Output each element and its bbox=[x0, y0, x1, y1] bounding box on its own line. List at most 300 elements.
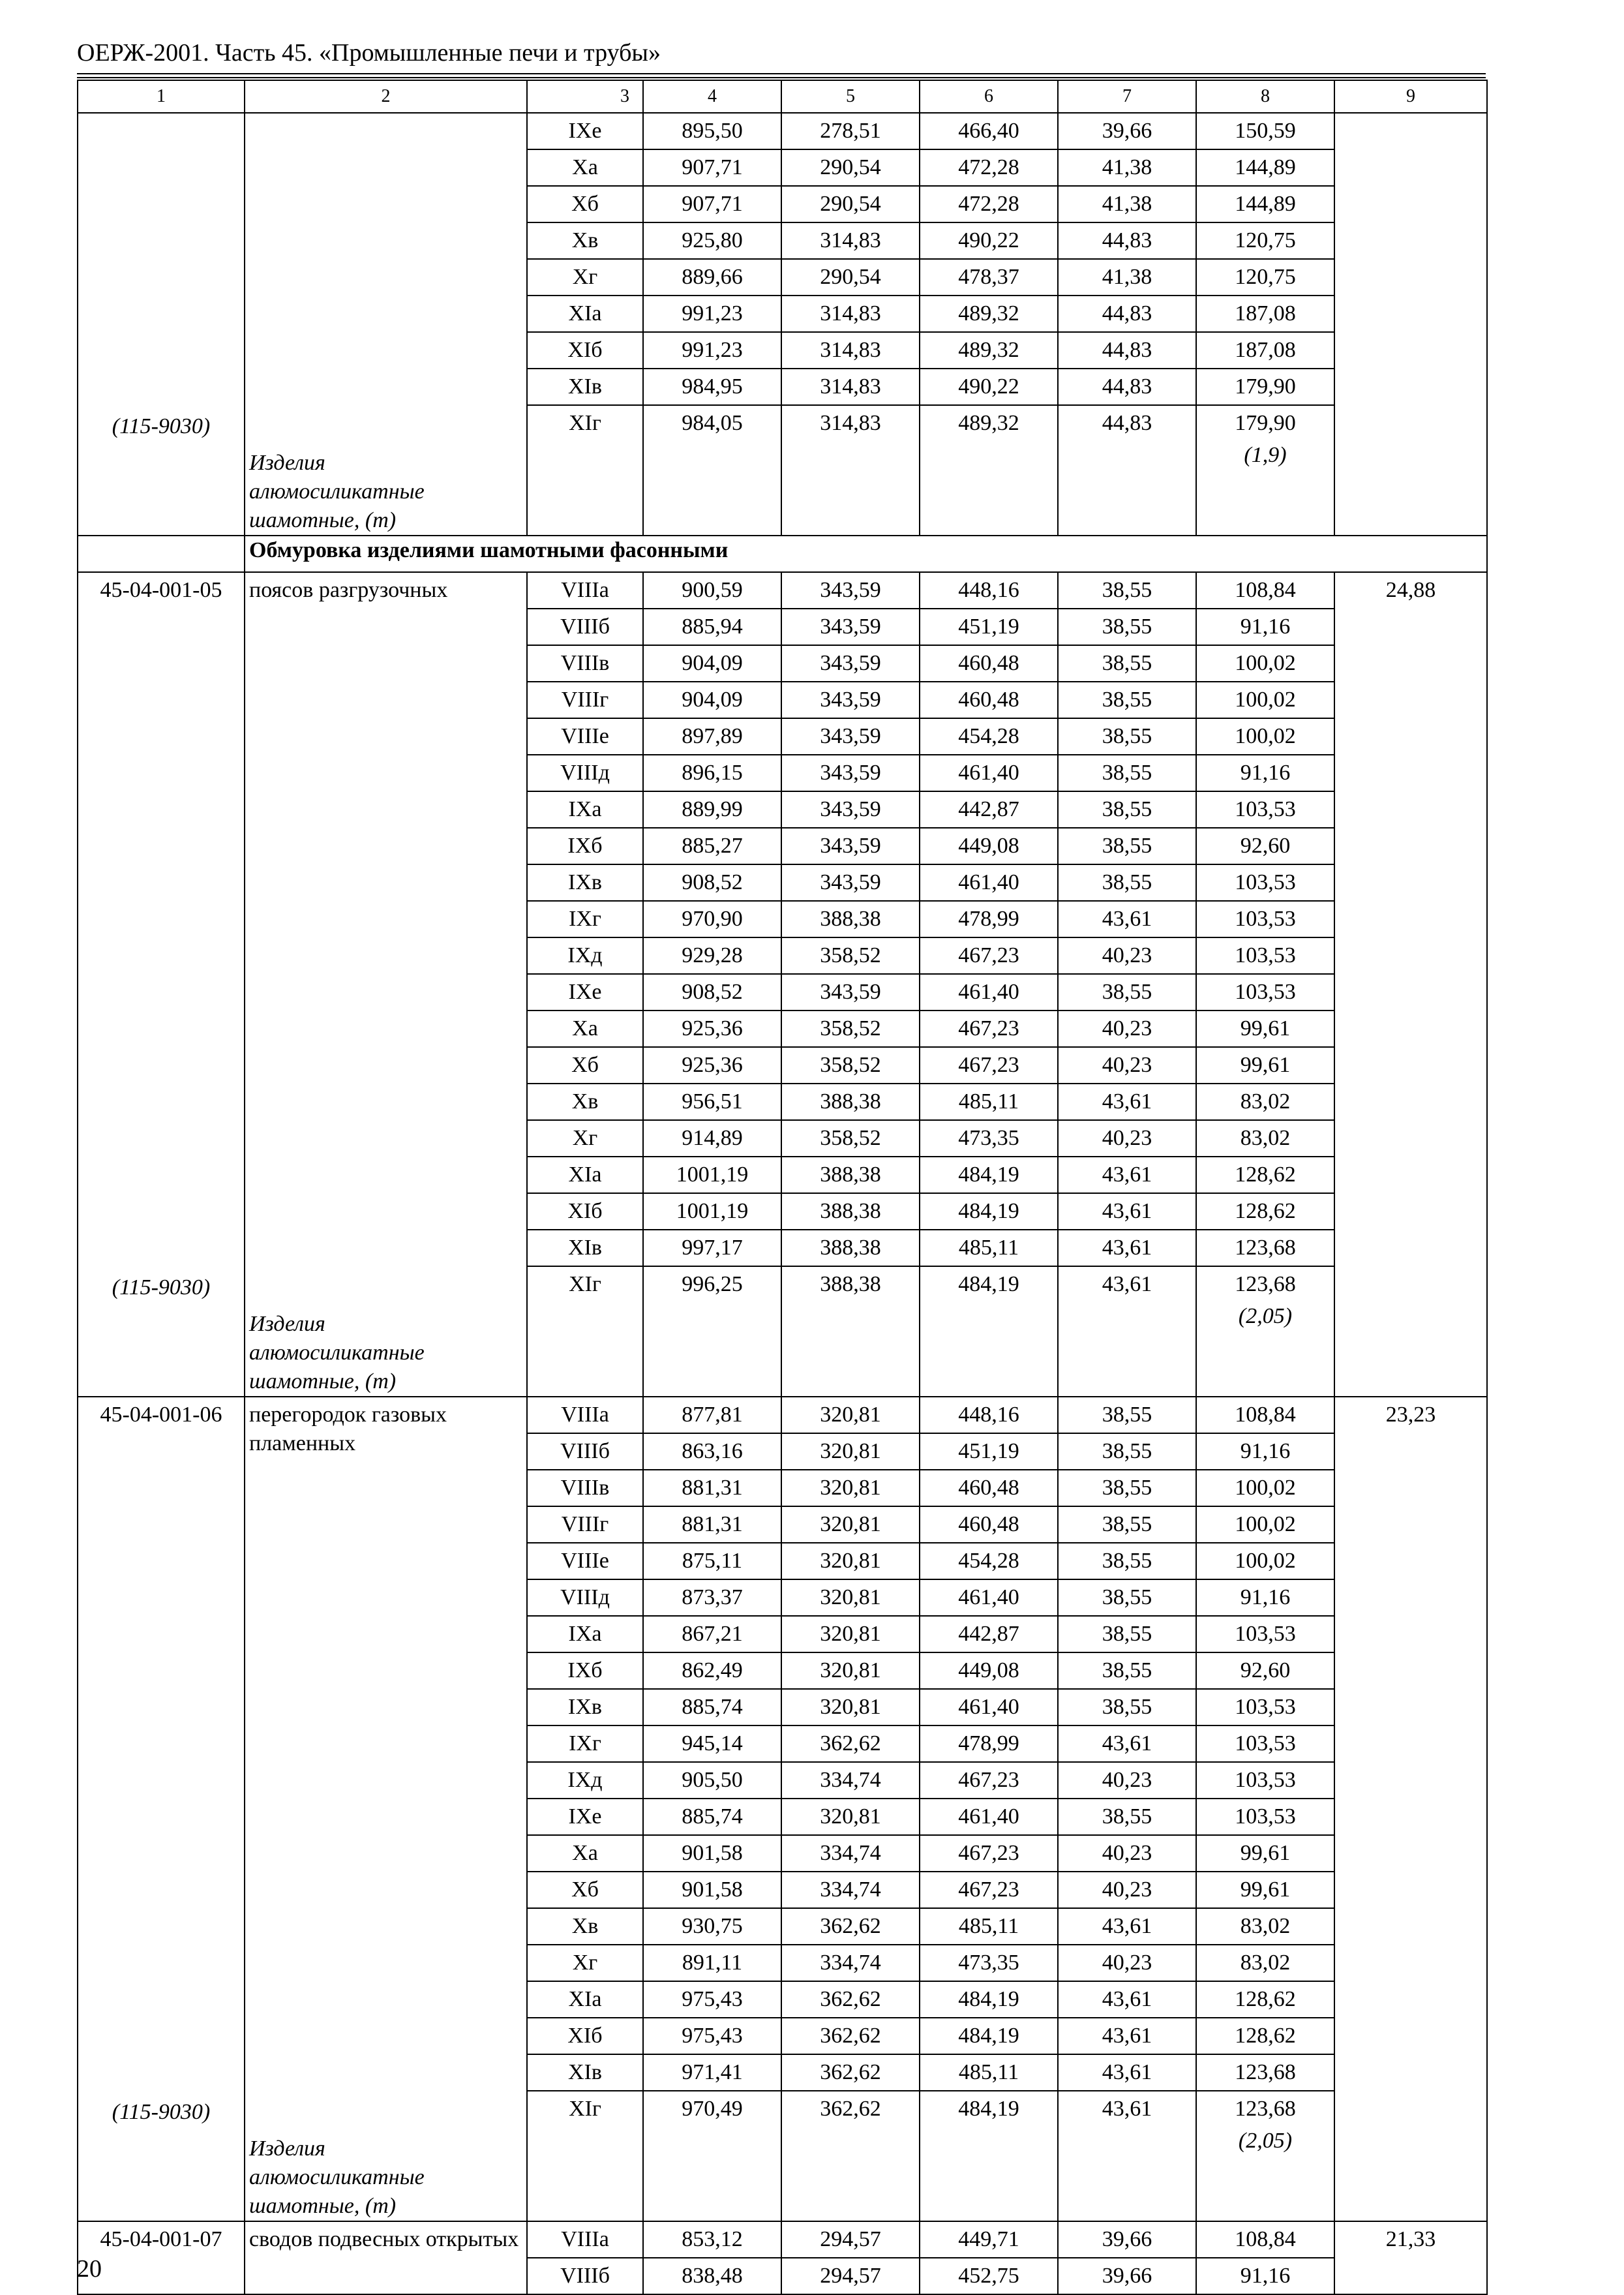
table-cell: 83,02 bbox=[1197, 1907, 1334, 1944]
table-cell: 38,55 bbox=[1059, 1688, 1195, 1725]
table-cell: 467,23 bbox=[920, 1046, 1057, 1083]
table-cell: 467,23 bbox=[920, 1761, 1057, 1798]
table-cell: 43,61 bbox=[1059, 1193, 1195, 1229]
table-cell: 875,11 bbox=[644, 1542, 781, 1579]
material-code: (115-9030) bbox=[112, 1275, 211, 1299]
table-cell: 39,66 bbox=[1102, 119, 1152, 143]
table-cell: VIIIа bbox=[561, 578, 609, 602]
table-cell: 484,19 bbox=[920, 1266, 1057, 1302]
table-cell: 38,55 bbox=[1059, 754, 1195, 791]
table-cell: 43,61 bbox=[1059, 900, 1195, 937]
table-cell: 320,81 bbox=[782, 1652, 919, 1688]
name-cell bbox=[245, 572, 527, 1397]
table-cell: 120,75 bbox=[1197, 222, 1334, 258]
col9-cell bbox=[1334, 2221, 1487, 2294]
table-cell: 103,53 bbox=[1197, 937, 1334, 973]
table-cell: 99,61 bbox=[1197, 1871, 1334, 1907]
table-cell: VIIIб bbox=[528, 2257, 642, 2294]
table-cell: 40,23 bbox=[1059, 937, 1195, 973]
table-cell: 43,61 bbox=[1059, 1156, 1195, 1193]
table-cell: VIIIб bbox=[528, 1433, 642, 1469]
table-cell: VIIIв bbox=[528, 1469, 642, 1506]
table-cell: 38,55 bbox=[1059, 1615, 1195, 1652]
table-cell: IXд bbox=[528, 937, 642, 973]
table-cell: IXб bbox=[528, 827, 642, 864]
table-cell: 971,41 bbox=[644, 2054, 781, 2090]
table-cell: 128,62 bbox=[1197, 1981, 1334, 2017]
table-cell: 451,19 bbox=[920, 1433, 1057, 1469]
table-cell: 925,36 bbox=[644, 1046, 781, 1083]
table-cell: 891,11 bbox=[644, 1944, 781, 1981]
table-cell: XIб bbox=[528, 1193, 642, 1229]
table-cell: 278,51 bbox=[820, 119, 881, 143]
table-cell: 320,81 bbox=[782, 1469, 919, 1506]
table-cell: 99,61 bbox=[1197, 1046, 1334, 1083]
table-cell: 294,57 bbox=[820, 2227, 881, 2251]
table-cell: Xа bbox=[528, 1010, 642, 1046]
table-cell: 38,55 bbox=[1102, 578, 1152, 602]
table-cell: 343,59 bbox=[820, 578, 881, 602]
table-cell: 103,53 bbox=[1197, 1798, 1334, 1834]
table-cell: 448,16 bbox=[958, 1403, 1019, 1427]
table-cell: 123,68 bbox=[1197, 2054, 1334, 2090]
table-cell: Xв bbox=[528, 1907, 642, 1944]
table-cell: 43,61 bbox=[1059, 1229, 1195, 1266]
values-column bbox=[920, 113, 1058, 536]
table-cell: 461,40 bbox=[920, 1688, 1057, 1725]
table-cell: 900,59 bbox=[682, 578, 743, 602]
table-cell: 889,66 bbox=[644, 258, 781, 295]
table-cell: VIIIв bbox=[528, 645, 642, 681]
table-cell: 294,57 bbox=[782, 2257, 919, 2294]
table-cell: 484,19 bbox=[920, 1156, 1057, 1193]
table-cell: 449,08 bbox=[920, 827, 1057, 864]
table-cell: 945,14 bbox=[644, 1725, 781, 1761]
table-cell: IXе bbox=[528, 973, 642, 1010]
table-cell: 908,52 bbox=[644, 864, 781, 900]
table-cell: 41,38 bbox=[1059, 149, 1195, 185]
table-cell: 461,40 bbox=[920, 1798, 1057, 1834]
values-column bbox=[1058, 572, 1196, 1397]
table-cell: 103,53 bbox=[1197, 1688, 1334, 1725]
table-cell: 907,71 bbox=[644, 185, 781, 222]
table-cell: VIIIд bbox=[528, 754, 642, 791]
table-cell: XIв bbox=[528, 2054, 642, 2090]
col9-cell bbox=[1334, 572, 1487, 1397]
table-cell: 362,62 bbox=[782, 1725, 919, 1761]
table-cell: 100,02 bbox=[1197, 645, 1334, 681]
table-cell: 103,53 bbox=[1197, 973, 1334, 1010]
table-cell: XIв bbox=[528, 368, 642, 404]
table-cell: 454,28 bbox=[920, 1542, 1057, 1579]
name-cell bbox=[245, 1397, 527, 2221]
table-cell: 862,49 bbox=[644, 1652, 781, 1688]
table-cell: 473,35 bbox=[920, 1119, 1057, 1156]
rate-code: 45-04-001-07 bbox=[100, 2227, 222, 2251]
table-cell: 43,61 bbox=[1059, 1266, 1195, 1302]
table-cell: 92,60 bbox=[1197, 827, 1334, 864]
work-name: поясов разгрузочных bbox=[249, 578, 448, 602]
table-cell: Xб bbox=[528, 185, 642, 222]
table-cell: 290,54 bbox=[782, 185, 919, 222]
table-cell: IXа bbox=[528, 791, 642, 827]
table-cell: 873,37 bbox=[644, 1579, 781, 1615]
table-cell: 489,32 bbox=[920, 331, 1057, 368]
table-cell: VIIIд bbox=[528, 1579, 642, 1615]
table-cell: 38,55 bbox=[1059, 1652, 1195, 1688]
table-cell: 40,23 bbox=[1059, 1010, 1195, 1046]
table-cell: 120,75 bbox=[1197, 258, 1334, 295]
table-cell: 43,61 bbox=[1059, 2017, 1195, 2054]
table-cell: 897,89 bbox=[644, 718, 781, 754]
table-cell: 388,38 bbox=[782, 900, 919, 937]
table-cell: 91,16 bbox=[1197, 608, 1334, 645]
table-cell: 343,59 bbox=[782, 791, 919, 827]
column-number: 1 bbox=[78, 80, 245, 113]
table-cell: 881,31 bbox=[644, 1506, 781, 1542]
table-cell: 38,55 bbox=[1059, 1798, 1195, 1834]
header-rule-double bbox=[77, 77, 1486, 78]
table-cell: 460,48 bbox=[920, 681, 1057, 718]
table-cell: 984,05 bbox=[644, 404, 781, 441]
column-number-row bbox=[78, 80, 1487, 113]
table-cell: 478,37 bbox=[920, 258, 1057, 295]
values-column bbox=[643, 113, 781, 536]
work-name: перегородок газовых пламенных bbox=[249, 1403, 447, 1455]
table-cell: 956,51 bbox=[644, 1083, 781, 1119]
material-name: Изделия алюмосиликатные шамотные, (т) bbox=[249, 1312, 425, 1393]
table-cell: 885,27 bbox=[644, 827, 781, 864]
table-cell: 100,02 bbox=[1197, 681, 1334, 718]
table-cell: 362,62 bbox=[782, 1907, 919, 1944]
work-name: сводов подвесных открытых bbox=[249, 2227, 519, 2251]
col9-value: 23,23 bbox=[1385, 1403, 1436, 1427]
table-cell: 467,23 bbox=[920, 1834, 1057, 1871]
table-cell: 123,68 bbox=[1197, 1229, 1334, 1266]
table-cell: 489,32 bbox=[920, 404, 1057, 441]
table-cell: 108,84 bbox=[1235, 578, 1296, 602]
table-cell: 91,16 bbox=[1197, 2257, 1334, 2294]
table-cell: 128,62 bbox=[1197, 1193, 1334, 1229]
table-cell: 889,99 bbox=[644, 791, 781, 827]
col9-value: 21,33 bbox=[1385, 2227, 1436, 2251]
table-cell: VIIIа bbox=[561, 2227, 609, 2251]
table-cell: 179,90 bbox=[1197, 368, 1334, 404]
table-cell: 484,19 bbox=[920, 2090, 1057, 2127]
column-number: 6 bbox=[920, 80, 1058, 113]
table-cell: 1001,19 bbox=[644, 1156, 781, 1193]
material-quantity: (2,05) bbox=[1238, 2129, 1293, 2153]
page-number: 20 bbox=[77, 2255, 102, 2283]
table-cell: XIв bbox=[528, 1229, 642, 1266]
table-cell: 320,81 bbox=[782, 1688, 919, 1725]
table-cell: 343,59 bbox=[782, 681, 919, 718]
table-cell: 128,62 bbox=[1197, 2017, 1334, 2054]
table-cell: 388,38 bbox=[782, 1229, 919, 1266]
values-column bbox=[920, 1397, 1058, 2221]
table-cell: 41,38 bbox=[1059, 185, 1195, 222]
table-cell: Xа bbox=[528, 149, 642, 185]
table-cell: 99,61 bbox=[1197, 1834, 1334, 1871]
table-cell: IXг bbox=[528, 900, 642, 937]
section-row bbox=[78, 536, 1487, 572]
column-number: 2 bbox=[245, 80, 527, 113]
values-column bbox=[1196, 113, 1334, 536]
table-cell: 44,83 bbox=[1059, 295, 1195, 331]
table-cell: IXв bbox=[528, 864, 642, 900]
table-cell: 473,35 bbox=[920, 1944, 1057, 1981]
table-cell: IXв bbox=[528, 1688, 642, 1725]
material-name: Изделия алюмосиликатные шамотные, (т) bbox=[249, 2136, 425, 2218]
table-cell: 91,16 bbox=[1197, 754, 1334, 791]
table-cell: 358,52 bbox=[782, 1119, 919, 1156]
table-cell: 388,38 bbox=[782, 1193, 919, 1229]
table-cell: 362,62 bbox=[782, 1981, 919, 2017]
table-cell: 388,38 bbox=[782, 1266, 919, 1302]
table-row bbox=[78, 2221, 1487, 2294]
values-column bbox=[1058, 113, 1196, 536]
table-cell: 460,48 bbox=[920, 1506, 1057, 1542]
code-cell bbox=[78, 2221, 245, 2294]
table-cell: 478,99 bbox=[920, 1725, 1057, 1761]
table-cell: 44,83 bbox=[1059, 222, 1195, 258]
table-cell: 881,31 bbox=[644, 1469, 781, 1506]
table-cell: 43,61 bbox=[1059, 1083, 1195, 1119]
table-cell: 44,83 bbox=[1059, 331, 1195, 368]
table-cell: Xб bbox=[528, 1871, 642, 1907]
table-cell: 290,54 bbox=[782, 258, 919, 295]
table-cell: 485,11 bbox=[920, 1907, 1057, 1944]
table-cell: 39,66 bbox=[1102, 2227, 1152, 2251]
table-cell: 123,68 bbox=[1197, 1266, 1334, 1302]
material-quantity: (1,9) bbox=[1244, 443, 1287, 467]
table-cell: 38,55 bbox=[1059, 1579, 1195, 1615]
table-cell: 40,23 bbox=[1059, 1944, 1195, 1981]
table-cell: VIIIб bbox=[528, 608, 642, 645]
table-cell: 478,99 bbox=[920, 900, 1057, 937]
table-cell: 442,87 bbox=[920, 791, 1057, 827]
table-cell: 461,40 bbox=[920, 973, 1057, 1010]
table-cell: 991,23 bbox=[644, 295, 781, 331]
table-cell: 449,08 bbox=[920, 1652, 1057, 1688]
table-cell: 343,59 bbox=[782, 754, 919, 791]
table-cell: 103,53 bbox=[1197, 1725, 1334, 1761]
table-cell: VIIIг bbox=[528, 1506, 642, 1542]
values-column bbox=[643, 1397, 781, 2221]
table-cell: 100,02 bbox=[1197, 1469, 1334, 1506]
column-number: 5 bbox=[781, 80, 920, 113]
table-cell: 442,87 bbox=[920, 1615, 1057, 1652]
values-column bbox=[527, 572, 643, 1397]
table-cell: 38,55 bbox=[1059, 1469, 1195, 1506]
price-table bbox=[77, 80, 1488, 2295]
table-cell: 103,53 bbox=[1197, 1615, 1334, 1652]
table-cell: 103,53 bbox=[1197, 1761, 1334, 1798]
table-cell: 39,66 bbox=[1059, 2257, 1195, 2294]
table-cell: 38,55 bbox=[1059, 791, 1195, 827]
table-cell: 970,49 bbox=[644, 2090, 781, 2127]
table-cell: 43,61 bbox=[1059, 1907, 1195, 1944]
values-column bbox=[527, 2221, 643, 2294]
table-cell: Xа bbox=[528, 1834, 642, 1871]
table-cell: IXд bbox=[528, 1761, 642, 1798]
table-cell: 100,02 bbox=[1197, 1506, 1334, 1542]
table-cell: 343,59 bbox=[782, 864, 919, 900]
table-cell: 460,48 bbox=[920, 645, 1057, 681]
table-cell: 38,55 bbox=[1102, 1403, 1152, 1427]
table-cell: XIа bbox=[528, 1981, 642, 2017]
table-cell: XIг bbox=[528, 404, 642, 441]
table-cell: 975,43 bbox=[644, 1981, 781, 2017]
table-cell: 925,36 bbox=[644, 1010, 781, 1046]
table-cell: 83,02 bbox=[1197, 1083, 1334, 1119]
table-cell: 863,16 bbox=[644, 1433, 781, 1469]
table-cell: XIа bbox=[528, 1156, 642, 1193]
table-cell: 108,84 bbox=[1235, 1403, 1296, 1427]
table-cell: 320,81 bbox=[820, 1403, 881, 1427]
material-quantity: (2,05) bbox=[1238, 1304, 1293, 1328]
empty-cell bbox=[78, 536, 245, 572]
values-column bbox=[1196, 572, 1334, 1397]
table-cell: IXг bbox=[528, 1725, 642, 1761]
table-cell: 343,59 bbox=[782, 645, 919, 681]
table-cell: 905,50 bbox=[644, 1761, 781, 1798]
table-cell: 853,12 bbox=[682, 2227, 743, 2251]
table-cell: 38,55 bbox=[1059, 1433, 1195, 1469]
values-column bbox=[1058, 2221, 1196, 2294]
column-number: 3 bbox=[527, 80, 643, 113]
table-cell: 187,08 bbox=[1197, 331, 1334, 368]
table-cell: 91,16 bbox=[1197, 1433, 1334, 1469]
col9-cell bbox=[1334, 113, 1487, 536]
table-cell: 144,89 bbox=[1197, 185, 1334, 222]
table-cell: 490,22 bbox=[920, 368, 1057, 404]
table-cell: 103,53 bbox=[1197, 900, 1334, 937]
table-cell: 100,02 bbox=[1197, 718, 1334, 754]
table-cell: 838,48 bbox=[644, 2257, 781, 2294]
column-number: 9 bbox=[1334, 80, 1487, 113]
table-cell: 984,95 bbox=[644, 368, 781, 404]
rate-code: 45-04-001-05 bbox=[100, 578, 222, 602]
values-column bbox=[1196, 2221, 1334, 2294]
table-cell: 929,28 bbox=[644, 937, 781, 973]
table-cell: 314,83 bbox=[782, 404, 919, 441]
table-cell: 908,52 bbox=[644, 973, 781, 1010]
section-title: Обмуровка изделиями шамотными фасонными bbox=[245, 536, 1487, 572]
table-cell: 358,52 bbox=[782, 1046, 919, 1083]
values-column bbox=[527, 1397, 643, 2221]
table-cell: 38,55 bbox=[1059, 608, 1195, 645]
table-cell: 362,62 bbox=[782, 2054, 919, 2090]
table-row bbox=[78, 1397, 1487, 2221]
values-column bbox=[643, 2221, 781, 2294]
table-cell: 895,50 bbox=[682, 119, 743, 143]
table-cell: IXб bbox=[528, 1652, 642, 1688]
name-cell bbox=[245, 2221, 527, 2294]
table-cell: 996,25 bbox=[644, 1266, 781, 1302]
values-column bbox=[643, 572, 781, 1397]
table-cell: Xб bbox=[528, 1046, 642, 1083]
values-column bbox=[781, 2221, 920, 2294]
table-cell: 343,59 bbox=[782, 718, 919, 754]
code-cell bbox=[78, 1397, 245, 2221]
table-cell: 91,16 bbox=[1197, 1579, 1334, 1615]
table-cell: 885,94 bbox=[644, 608, 781, 645]
table-cell: 867,21 bbox=[644, 1615, 781, 1652]
table-cell: 358,52 bbox=[782, 937, 919, 973]
table-cell: 40,23 bbox=[1059, 1871, 1195, 1907]
material-code: (115-9030) bbox=[112, 414, 211, 438]
table-cell: 485,11 bbox=[920, 2054, 1057, 2090]
table-cell: 901,58 bbox=[644, 1871, 781, 1907]
table-cell: 484,19 bbox=[920, 1981, 1057, 2017]
values-column bbox=[527, 113, 643, 536]
table-cell: 40,23 bbox=[1059, 1046, 1195, 1083]
table-cell: VIIIе bbox=[528, 718, 642, 754]
table-cell: 991,23 bbox=[644, 331, 781, 368]
table-cell: 896,15 bbox=[644, 754, 781, 791]
table-row bbox=[78, 572, 1487, 1397]
material-code: (115-9030) bbox=[112, 2100, 211, 2124]
table-cell: IXе bbox=[568, 119, 602, 143]
table-cell: 83,02 bbox=[1197, 1944, 1334, 1981]
table-cell: 334,74 bbox=[782, 1944, 919, 1981]
table-cell: 128,62 bbox=[1197, 1156, 1334, 1193]
table-cell: 930,75 bbox=[644, 1907, 781, 1944]
col9-value: 24,88 bbox=[1385, 578, 1436, 602]
values-column bbox=[920, 572, 1058, 1397]
table-cell: 975,43 bbox=[644, 2017, 781, 2054]
table-cell: 334,74 bbox=[782, 1871, 919, 1907]
table-cell: 334,74 bbox=[782, 1834, 919, 1871]
table-cell: 103,53 bbox=[1197, 791, 1334, 827]
table-cell: IXа bbox=[528, 1615, 642, 1652]
table-cell: 334,74 bbox=[782, 1761, 919, 1798]
table-cell: 388,38 bbox=[782, 1156, 919, 1193]
table-cell: 451,19 bbox=[920, 608, 1057, 645]
rate-code: 45-04-001-06 bbox=[100, 1403, 222, 1427]
table-cell: XIг bbox=[528, 2090, 642, 2127]
table-cell: 320,81 bbox=[782, 1579, 919, 1615]
table-cell: 485,11 bbox=[920, 1229, 1057, 1266]
table-row bbox=[78, 113, 1487, 536]
table-cell: 885,74 bbox=[644, 1798, 781, 1834]
table-cell: VIIIе bbox=[528, 1542, 642, 1579]
table-cell: 43,61 bbox=[1059, 1725, 1195, 1761]
values-column bbox=[781, 1397, 920, 2221]
name-cell bbox=[245, 113, 527, 536]
table-cell: 44,83 bbox=[1059, 404, 1195, 441]
table-cell: Xг bbox=[528, 258, 642, 295]
table-cell: 484,19 bbox=[920, 1193, 1057, 1229]
table-cell: IXе bbox=[528, 1798, 642, 1834]
table-cell: 467,23 bbox=[920, 1871, 1057, 1907]
table-cell: 314,83 bbox=[782, 331, 919, 368]
table-cell: Xг bbox=[528, 1119, 642, 1156]
table-cell: 320,81 bbox=[782, 1433, 919, 1469]
table-cell: 123,68 bbox=[1197, 2090, 1334, 2127]
table-cell: 38,55 bbox=[1059, 718, 1195, 754]
table-cell: 452,75 bbox=[920, 2257, 1057, 2294]
table-cell: 99,61 bbox=[1197, 1010, 1334, 1046]
header-rule bbox=[77, 73, 1486, 74]
table-cell: 320,81 bbox=[782, 1615, 919, 1652]
table-cell: 187,08 bbox=[1197, 295, 1334, 331]
table-cell: 108,84 bbox=[1235, 2227, 1296, 2251]
table-cell: 466,40 bbox=[958, 119, 1019, 143]
table-cell: 41,38 bbox=[1059, 258, 1195, 295]
table-cell: 83,02 bbox=[1197, 1119, 1334, 1156]
